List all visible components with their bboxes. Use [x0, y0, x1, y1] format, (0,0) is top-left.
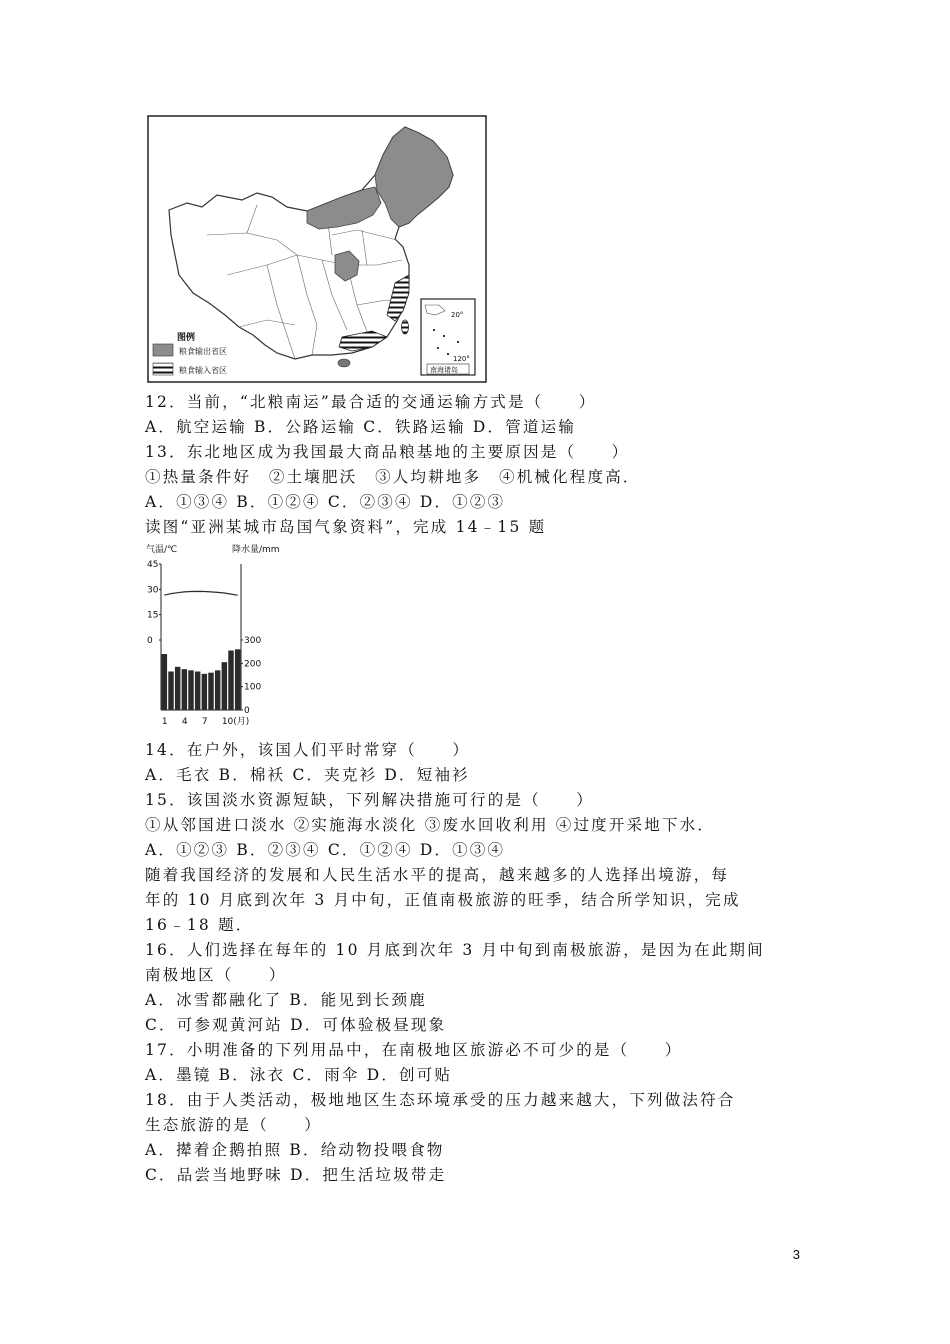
- q15-stem: 15．该国淡水资源短缺，下列解决措施可行的是（ ）: [145, 791, 594, 809]
- legend-label-export: 粮食输出省区: [179, 347, 227, 356]
- china-grain-map: [147, 115, 487, 383]
- inset-lat-label-1: 20°: [451, 311, 464, 319]
- temp-tick-label: 0: [147, 636, 153, 646]
- x-ticks: [162, 716, 249, 727]
- precip-bar: [228, 651, 233, 711]
- q15-items: ①从邻国进口淡水 ②实施海水淡化 ③废水回收利用 ④过度开采地下水．: [145, 816, 716, 834]
- precip-bar: [168, 672, 173, 711]
- antarctic-intro-line-2: 年的 10 月底到次年 3 月中旬，正值南极旅游的旺季，结合所学知识，完成: [145, 891, 741, 909]
- hainan-island: [338, 359, 350, 367]
- precip-bar: [162, 654, 167, 710]
- q16-stem-line-1: 16．人们选择在每年的 10 月底到次年 3 月中旬到南极旅游，是因为在此期间: [145, 941, 765, 959]
- q18-options-line-2: C．品尝当地野味 D．把生活垃圾带走: [145, 1166, 447, 1184]
- x-tick-label: 1: [161, 717, 168, 727]
- q13-options: A．①③④ B．①②④ C．②③④ D．①②③: [145, 493, 506, 511]
- q12-options: A．航空运输 B．公路运输 C．铁路运输 D．管道运输: [145, 418, 577, 436]
- q13-items: ①热量条件好 ②土壤肥沃 ③人均耕地多 ④机械化程度高．: [145, 468, 641, 486]
- temp-tick-label: 30: [147, 585, 159, 596]
- q18-stem-line-2: 生态旅游的是（ ）: [145, 1116, 323, 1134]
- precip-tick-label: 0: [244, 706, 250, 716]
- q15-options: A．①②③ B．②③④ C．①②④ D．①③④: [145, 841, 506, 859]
- q16-options-line-2: C．可参观黄河站 D．可体验极昼现象: [145, 1016, 447, 1034]
- precip-bar: [182, 669, 187, 710]
- legend-swatch-export: [153, 344, 173, 356]
- q17-options: A．墨镜 B．泳衣 C．雨伞 D．创可贴: [145, 1066, 453, 1084]
- precip-tick-label: 100: [244, 682, 262, 693]
- precip-bar: [195, 672, 200, 711]
- precip-bar: [215, 670, 220, 710]
- precip-bar: [222, 662, 227, 710]
- temp-tick-label: 15: [147, 610, 159, 621]
- climate-chart-svg: [146, 540, 291, 730]
- q12-stem: 12．当前，“北粮南运”最合适的交通运输方式是（ ）: [145, 393, 597, 411]
- q14-stem: 14．在户外，该国人们平时常穿（ ）: [145, 741, 471, 759]
- legend-title: 图例: [177, 333, 196, 343]
- q18-stem-line-1: 18．由于人类活动，极地地区生态环境承受的压力越来越大，下列做法符合: [145, 1091, 736, 1109]
- inset-caption: 南海诸岛: [430, 366, 458, 374]
- antarctic-intro-line-1: 随着我国经济的发展和人民生活水平的提高，越来越多的人选择出境游，每: [145, 866, 730, 884]
- inset-lat-label-2: 120°: [453, 355, 470, 363]
- temp-tick-label: 45: [147, 560, 159, 570]
- precip-ticks: [241, 636, 261, 716]
- south-sea-inset: [421, 299, 475, 375]
- temp-axis-label: 气温/℃: [146, 545, 178, 555]
- precip-bars: [162, 649, 241, 710]
- precip-bar: [175, 667, 180, 710]
- legend-label-import: 粮食输入省区: [179, 366, 227, 375]
- q13-stem: 13．东北地区成为我国最大商品粮基地的主要原因是（ ）: [145, 443, 630, 461]
- antarctic-intro-line-3: 16﹣18 题．: [145, 916, 254, 934]
- precip-bar: [208, 673, 213, 710]
- q16-options-line-1: A．冰雪都融化了 B．能见到长颈鹿: [145, 991, 427, 1009]
- precip-tick-label: 200: [244, 659, 262, 670]
- x-tick-label: 4: [181, 717, 188, 727]
- precip-bar: [235, 649, 240, 710]
- q18-options-line-1: A．撵着企鹅拍照 B．给动物投喂食物: [145, 1141, 445, 1159]
- page-number: 3: [792, 1247, 800, 1262]
- temp-line: [164, 591, 237, 595]
- q16-stem-line-2: 南极地区（ ）: [145, 966, 287, 984]
- temp-ticks: [147, 560, 161, 646]
- x-tick-label: 10(月): [221, 717, 250, 727]
- precip-bar: [188, 670, 193, 710]
- climate-chart: [146, 540, 291, 730]
- china-map-svg: [147, 115, 487, 383]
- precip-axis-label: 降水量/mm: [232, 545, 280, 555]
- precip-tick-label: 300: [244, 636, 262, 646]
- legend-swatch-import: [153, 363, 173, 375]
- climate-intro: 读图“亚洲某城市岛国气象资料”，完成 14﹣15 题: [145, 518, 547, 536]
- x-tick-label: 7: [201, 717, 208, 727]
- q14-options: A．毛衣 B．棉袄 C．夹克衫 D．短袖衫: [145, 766, 470, 784]
- q17-stem: 17．小明准备的下列用品中，在南极地区旅游必不可少的是（ ）: [145, 1041, 683, 1059]
- precip-bar: [202, 674, 207, 710]
